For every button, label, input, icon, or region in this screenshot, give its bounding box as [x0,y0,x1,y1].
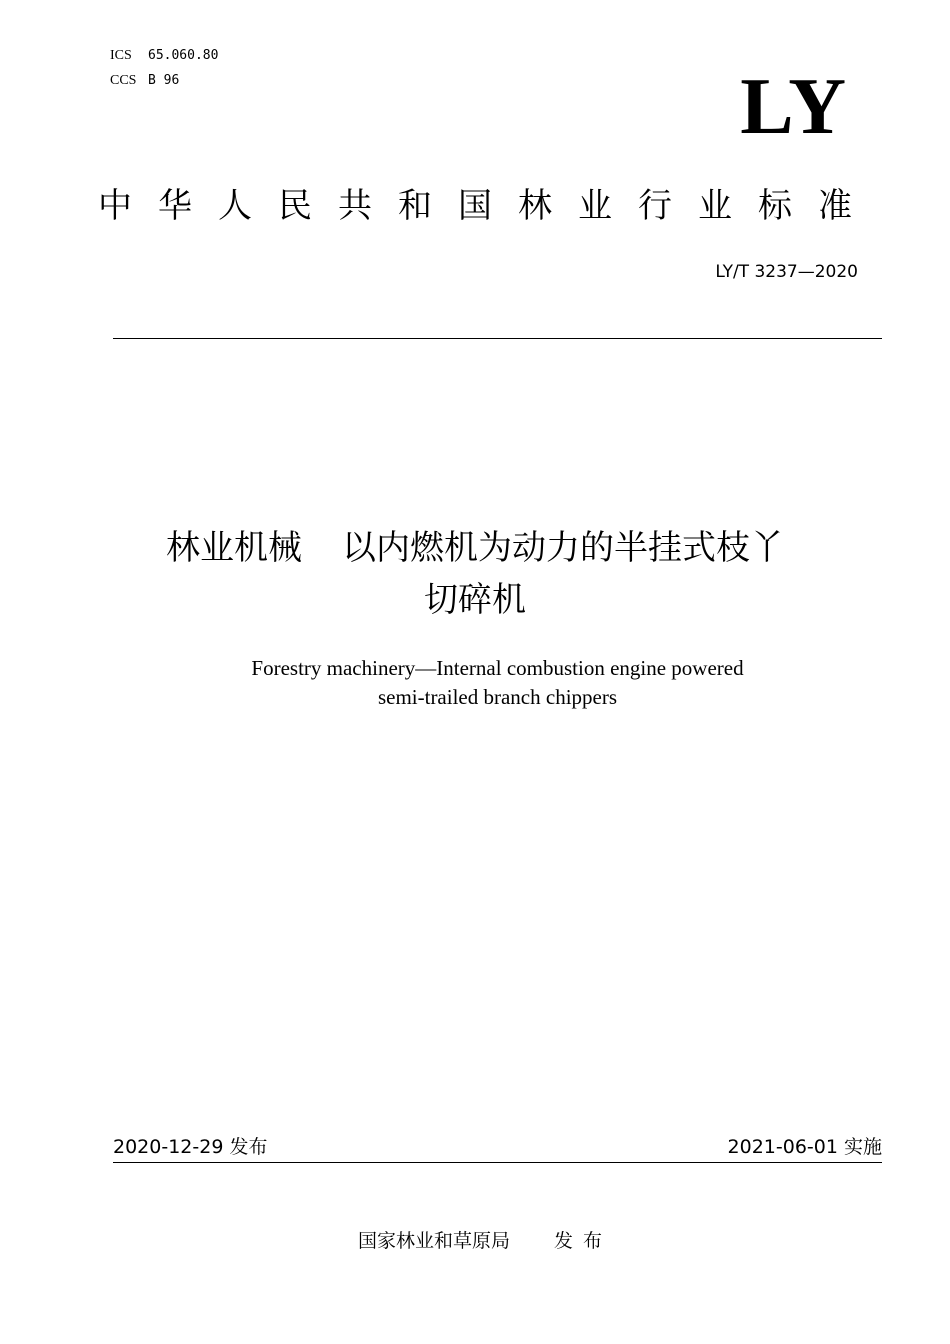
ccs-label: CCS [110,73,137,88]
issue-date: 2020-12-29 发布 [113,1136,268,1158]
bottom-divider [113,1162,882,1163]
standard-category: 中华人民共和国林业行业标准 [98,186,878,226]
implementation-date: 2021-06-01 实施 [727,1136,882,1158]
ics-classification [110,47,218,65]
standard-number: LY/T 3237—2020 [715,262,858,282]
ccs-classification [110,72,179,90]
top-divider [113,338,882,339]
title-cn-part-2: 以内燃机为动力的半挂式枝丫 [342,528,784,568]
title-chinese [0,522,950,626]
title-en-line-2: semi-trailed branch chippers [377,685,618,709]
title-english [0,654,950,712]
title-cn-part-1: 林业机械 [166,528,302,568]
ics-value: 65.060.80 [148,48,219,63]
ccs-value: B 96 [148,73,180,88]
publisher-line [0,1228,950,1254]
ly-logo: LY [740,63,848,151]
ics-label: ICS [110,48,132,63]
publisher-name: 国家林业和草原局 [357,1230,510,1252]
title-cn-line-1 [0,522,950,574]
title-cn-line-2: 切碎机 [424,580,526,620]
publisher-action: 发布 [554,1230,613,1252]
title-en-line-1: Forestry machinery—Internal combustion engine powered [251,656,744,680]
